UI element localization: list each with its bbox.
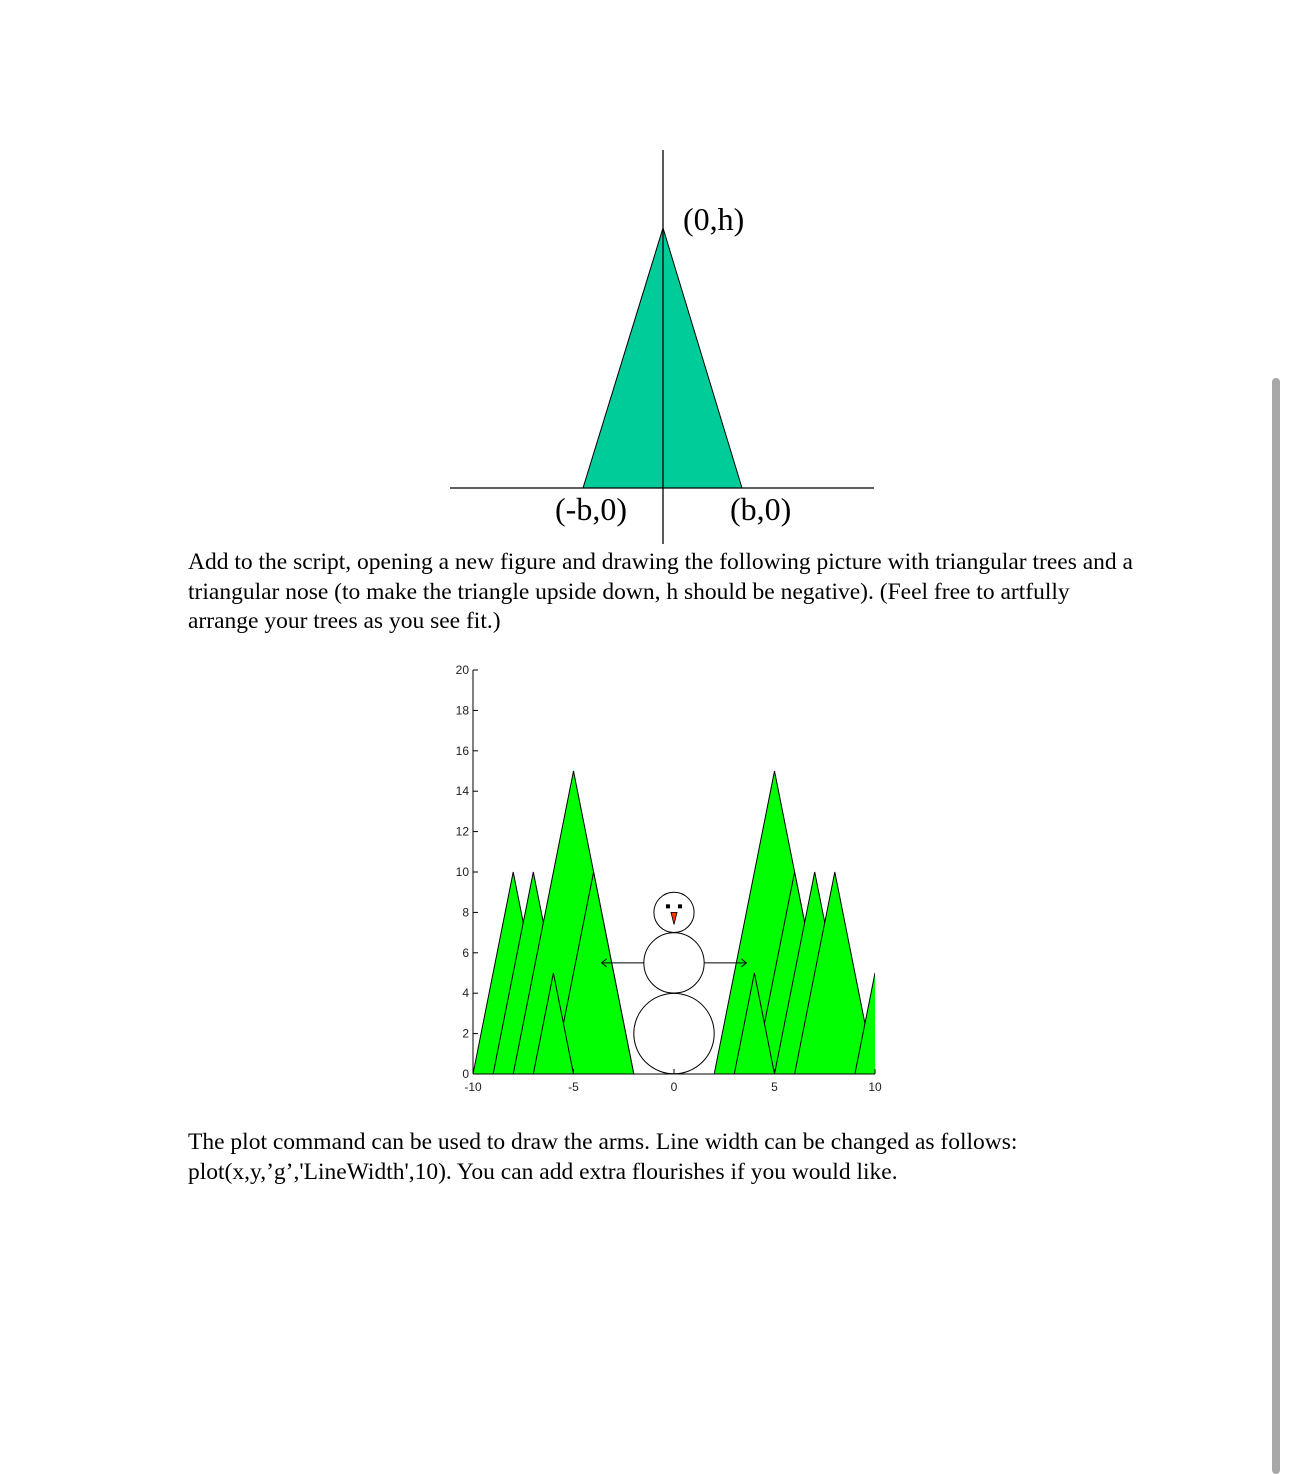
x-tick-label-2: 0	[670, 1080, 678, 1094]
snowman-eye-1	[666, 904, 670, 908]
triangle-diagram	[440, 140, 890, 550]
instruction-paragraph: Add to the script, opening a new figure and drawing the following picture with triangular trees and a triangular nose (to make the triangle upside down, h should be negative). (Feel free to artfully arrange your trees as you see fit.)	[188, 549, 1133, 634]
vertical-scrollbar[interactable]	[1272, 378, 1280, 1474]
y-tick-label-14: 14	[455, 784, 469, 799]
y-tick-label-4: 4	[462, 986, 469, 1001]
snowman-eye-2	[678, 904, 682, 908]
apex-label: (0,h)	[683, 201, 745, 237]
right-base-label: (b,0)	[730, 491, 792, 527]
y-tick-label-10: 10	[455, 865, 469, 879]
y-tick-label-12: 12	[455, 824, 469, 839]
x-tick-label-4: 10	[868, 1080, 882, 1094]
snowman-ball-1	[634, 993, 714, 1073]
y-tick-label-8: 8	[462, 905, 469, 920]
snowman-ball-2	[644, 933, 704, 993]
y-tick-label-16: 16	[455, 743, 469, 758]
y-tick-label-2: 2	[462, 1026, 469, 1041]
left-base-label: (-b,0)	[555, 491, 627, 527]
x-tick-label-1: -5	[568, 1080, 579, 1094]
x-tick-label-0: -10	[464, 1080, 482, 1094]
y-tick-label-0: 0	[462, 1067, 469, 1081]
snowman-scene-plot	[430, 650, 900, 1110]
x-tick-label-3: 5	[771, 1080, 778, 1094]
y-tick-label-6: 6	[462, 945, 469, 960]
plot-command-paragraph: The plot command can be used to draw the arms. Line width can be changed as follows: plot(x,y,’g’,'LineWidth',10). You can add extra flourishes if you would like.	[188, 1129, 1018, 1185]
y-tick-label-20: 20	[455, 663, 469, 677]
y-tick-label-18: 18	[455, 703, 469, 718]
